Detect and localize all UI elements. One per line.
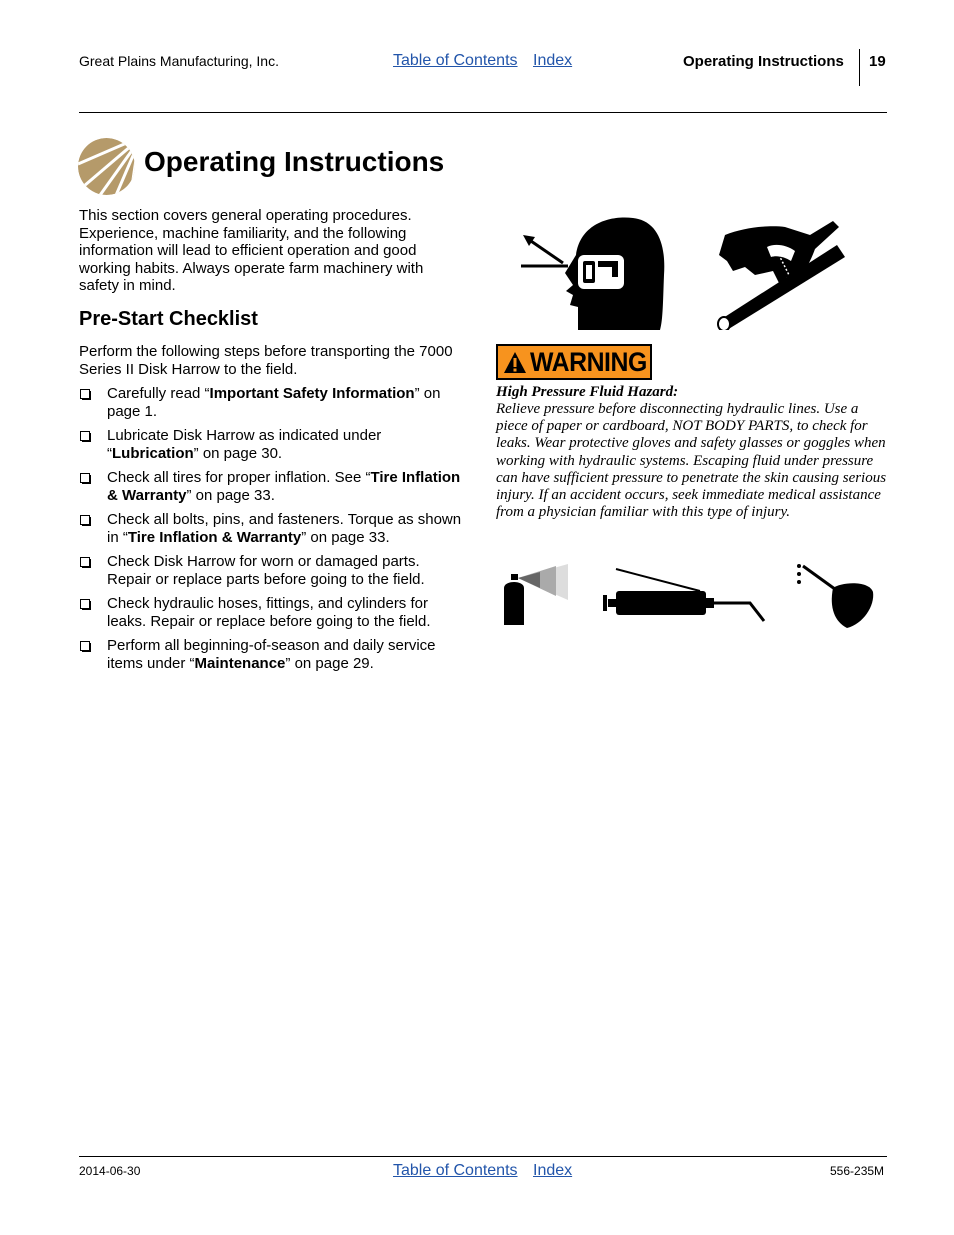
checklist-item (79, 385, 464, 420)
checkbox-icon (80, 431, 90, 441)
great-plains-logo-icon (78, 138, 135, 195)
section-name: Operating Instructions (683, 53, 844, 70)
warning-label (496, 344, 652, 380)
checklist-item-text: Check all bolts, pins, and fasteners. Torque as shown in “ (107, 511, 462, 546)
hazard-text: Relieve pressure before disconnecting hydraulic lines. Use a piece of paper or cardboard, NOT BODY PARTS, to check for leaks. Wear protective gloves and safety glasses or goggles when working with hydraulic systems. Escaping fluid under pressure can have sufficient pressure to penetrate the skin causing serious injury. If an accident occurs, seek immediate medical assistance from a physician familiar with this type of injury. (496, 401, 887, 521)
header-rule (79, 112, 887, 113)
eye-injection-hazard-icon (518, 215, 668, 333)
footer-doc-number: 556-235M (830, 1164, 885, 1178)
checklist-item-text-end: ” on page 30. (193, 444, 283, 462)
checklist-item-text: Check hydraulic hoses, fittings, and cylinders for leaks. Repair or replace before going to the field. (107, 595, 431, 630)
footer-date: 2014-06-30 (79, 1164, 141, 1178)
checklist-item-text: Lubricate Disk Harrow as indicated under “ (107, 427, 382, 462)
checklist-item-text-end: ” on page 33. (301, 528, 390, 546)
checkbox-icon (80, 599, 90, 609)
index-link-header[interactable]: Index (533, 52, 573, 69)
checklist-item-text-end: ” on page 33. (186, 486, 275, 504)
checkbox-icon (80, 389, 90, 399)
warning-triangle-icon (503, 351, 527, 375)
hand-hose-hazard-icon (715, 215, 850, 330)
checkbox-icon (80, 641, 90, 651)
checklist-item (79, 469, 464, 504)
footer-rule (79, 1156, 887, 1157)
company-name: Great Plains Manufacturing, Inc. (79, 53, 279, 69)
checklist (79, 385, 464, 679)
checklist-item (79, 427, 464, 462)
checkbox-icon (80, 473, 90, 483)
checklist-item-text: Check Disk Harrow for worn or damaged parts. Repair or replace parts before going to the field. (107, 553, 425, 588)
grease-gun-icon (602, 567, 768, 625)
toc-link-header[interactable]: Table of Contents (393, 52, 518, 69)
checklist-item-text: Carefully read “ (107, 385, 210, 402)
checklist-item-reference: Important Safety Information (209, 385, 415, 402)
checklist-item-text: Check all tires for proper inflation. See “ (107, 469, 371, 486)
hazard-title: High Pressure Fluid Hazard: (496, 384, 679, 400)
intro-paragraph: This section covers general operating procedures. Experience, machine familiarity, and the following information will lead to efficient operation and good working habits. Always operate farm machinery with safety in mind. (79, 207, 424, 294)
checklist-item-text-end: ” on page 29. (285, 654, 374, 672)
checklist-item-reference: Tire Inflation & Warranty (127, 528, 302, 546)
checklist-item-reference: Lubrication (112, 444, 194, 462)
spray-can-icon (502, 562, 570, 626)
checklist-item-text: Perform all beginning-of-season and daily service items under “ (107, 637, 436, 672)
page-title: Operating Instructions (144, 146, 445, 177)
checklist-item (79, 637, 464, 672)
header-divider (859, 49, 860, 86)
checklist-item (79, 553, 464, 588)
oil-can-icon (795, 562, 875, 630)
checkbox-icon (80, 557, 90, 567)
checkbox-icon (80, 515, 90, 525)
checklist-item (79, 511, 464, 546)
toc-link-footer[interactable]: Table of Contents (393, 1162, 518, 1179)
page-number: 19 (869, 53, 886, 70)
checklist-item-reference: Tire Inflation & Warranty (107, 469, 461, 504)
checklist-heading: Pre-Start Checklist (79, 308, 258, 330)
checklist-item-reference: Maintenance (194, 654, 286, 672)
warning-word: WARNING (530, 347, 647, 377)
checklist-item-text-end: ” on page 1. (107, 385, 441, 420)
index-link-footer[interactable]: Index (533, 1162, 573, 1179)
checklist-lead: Perform the following steps before transporting the 7000 Series II Disk Harrow to the field. (79, 343, 453, 378)
checklist-item (79, 595, 464, 630)
